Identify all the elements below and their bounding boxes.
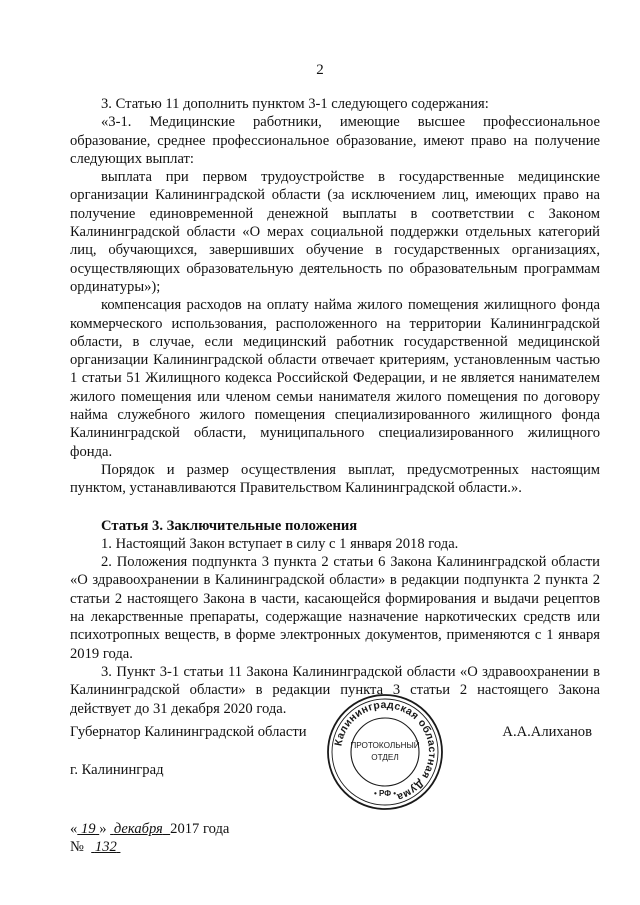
paragraph-final-2: 2. Положения подпункта 3 пункта 2 статьи 6 Закона Калининградской области «О здравоохранении в Калининградской области» в редакции подпункта 2 пункта 2 статьи 2 настоящего Закона в части, касающейся формирования и выдачи рецептов на лекарственные препараты, содержащие назначение наркотических средств или психотропных веществ, в форме электронных документов, применяются с 1 января 2019 года.: [70, 554, 600, 662]
stamp-bottom-text: • РФ •: [373, 789, 397, 798]
stamp-seal-icon: [325, 692, 445, 812]
governor-name: А.А.Алиханов: [502, 724, 592, 740]
date-month: декабря: [113, 821, 163, 837]
date-day: 19: [80, 821, 96, 837]
paragraph-payment-procedure: Порядок и размер осуществления выплат, предусмотренных настоящим пунктом, устанавливаются Правительством Калининградской области.».: [70, 461, 600, 497]
paragraph-final-3: 3. Пункт 3-1 статьи 11 Закона Калининградской области «О здравоохранении в Калининградской области» в редакции пункта 3 статьи 2 настоящего Закона действует до 31 декабря 2020 года.: [70, 663, 600, 717]
official-stamp: [325, 692, 445, 812]
date-open-quote: «: [70, 821, 78, 837]
governor-title: Губернатор Калининградской области: [70, 724, 307, 740]
law-number: [70, 839, 120, 856]
paragraph-housing-compensation: компенсация расходов на оплату найма жилого помещения жилищного фонда коммерческого использования, расположенного на территории Калининградской области, в случае, если медицинский работник государственной медицинской организации Калининградской области отвечает критериям, установленным частью 1 статьи 51 Жилищного кодекса Российской Федерации, и не является нанимателем жилого помещения или членом семьи нанимателя жилого помещения по договору найма служебного жилого помещения специализированного жилищного фонда Калининградской области, муниципального специализированного жилищного фонда.: [70, 297, 600, 460]
paragraph-final-1: 1. Настоящий Закон вступает в силу с 1 января 2018 года.: [101, 535, 459, 552]
signing-place: г. Калининград: [70, 762, 164, 778]
stamp-ring-text: Калининградская областная Дума: [332, 698, 439, 804]
number-label: №: [70, 839, 84, 855]
paragraph-first-employment-payment: выплата при первом трудоустройстве в государственные медицинские организации Калининградской области (за исключением лиц, имеющих право на получение единовременной денежной выплаты в соответствии с Законом Калининградской области «О мерах социальной поддержки отдельных категорий лиц, обучающихся, завершивших обучение в государственных организациях, осуществляющих образовательную деятельность по образовательным программам ординатуры»);: [70, 169, 600, 295]
date-close-quote: »: [99, 821, 107, 837]
date-year: 2017 года: [170, 821, 230, 837]
stamp-center-line-1: ПРОТОКОЛЬНЫЙ: [350, 741, 420, 750]
signing-date: [70, 821, 229, 838]
paragraph-clause-3-1: «3-1. Медицинские работники, имеющие высшее профессиональное образование, среднее профессиональное образование, имеют право на получение следующих выплат:: [70, 114, 600, 167]
paragraph-amendment-intro: 3. Статью 11 дополнить пунктом 3-1 следующего содержания:: [101, 96, 489, 112]
article-3-heading: Статья 3. Заключительные положения: [101, 517, 358, 534]
number-value: 132: [94, 839, 117, 855]
document-body: [70, 95, 600, 718]
svg-text:Калининградская областная Дума: [332, 699, 438, 803]
stamp-center-line-2: ОТДЕЛ: [371, 753, 399, 762]
page-number: 2: [316, 62, 324, 78]
